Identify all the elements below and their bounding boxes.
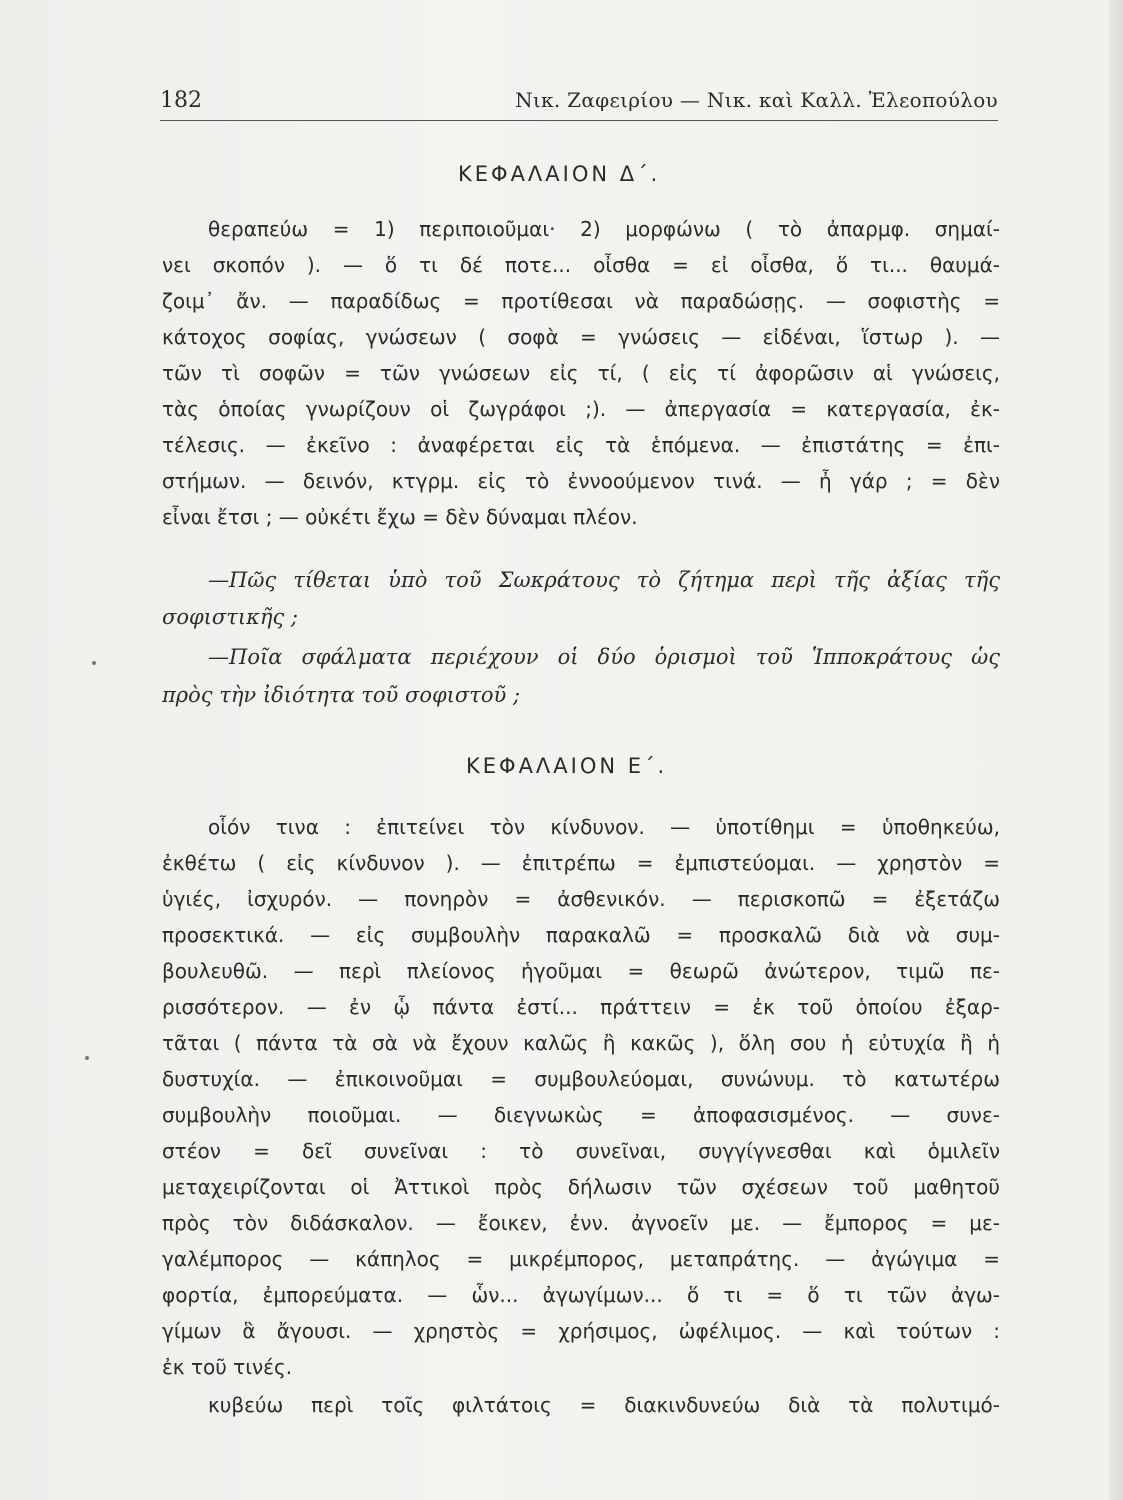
text-line: νει σκοπόν ). — ὅ τι δέ ποτε... οἶσθα = εἰ οἶσθα, ὅ τι... θαυμά- bbox=[162, 253, 1000, 277]
page-number: 182 bbox=[160, 88, 202, 113]
text-line: τῶν τὶ σοφῶν = τῶν γνώσεων εἰς τί, ( εἰς τί ἀφορῶσιν αἱ γνώσεις, bbox=[162, 361, 1000, 385]
page-header bbox=[160, 86, 998, 121]
text-line: οἷόν τινα : ἐπιτείνει τὸν κίνδυνον. — ὑποτίθημι = ὑποθηκεύω, bbox=[208, 815, 1000, 839]
print-speck bbox=[92, 661, 96, 665]
text-line: στήμων. — δεινόν, κτγρμ. εἰς τὸ ἐννοούμενον τινά. — ἦ γάρ ; = δὲν bbox=[162, 469, 1000, 493]
text-line: γίμων ἃ ἄγουσι. — χρηστὸς = χρήσιμος, ὠφέλιμος. — καὶ τούτων : bbox=[162, 1319, 1000, 1343]
running-head: Νικ. Ζαφειρίου — Νικ. καὶ Καλλ. Ἐλεοπούλου bbox=[515, 88, 998, 112]
text-line: βουλευθῶ. — περὶ πλείονος ἡγοῦμαι = θεωρῶ ἀνώτερον, τιμῶ πε- bbox=[162, 959, 1000, 983]
question-line: —Πῶς τίθεται ὑπὸ τοῦ Σωκράτους τὸ ζήτημα περὶ τῆς ἀξίας τῆς bbox=[208, 568, 1000, 592]
text-line: συμβουλὴν ποιοῦμαι. — διεγνωκὼς = ἀποφασισμένος. — συνε- bbox=[162, 1103, 1000, 1127]
text-line: ἐκθέτω ( εἰς κίνδυνον ). — ἐπιτρέπω = ἐμπιστεύομαι. — χρηστὸν = bbox=[162, 851, 1000, 875]
text-line: ζοιμ᾽ ἄν. — παραδίδως = προτίθεσαι νὰ παραδώσῃς. — σοφιστὴς = bbox=[162, 289, 1000, 313]
text-line: στέον = δεῖ συνεῖναι : τὸ συνεῖναι, συγγίγνεσθαι καὶ ὁμιλεῖν bbox=[162, 1139, 1000, 1163]
text-line: τὰς ὁποίας γνωρίζουν οἱ ζωγράφοι ;). — ἀπεργασία = κατεργασία, ἐκ- bbox=[162, 397, 1000, 421]
text-line: ρισσότερον. — ἐν ᾧ πάντα ἐστί... πράττειν = ἐκ τοῦ ὁποίου ἐξαρ- bbox=[162, 995, 1000, 1019]
text-line: πρὸς τὸν διδάσκαλον. — ἔοικεν, ἐνν. ἀγνοεῖν με. — ἔμπορος = με- bbox=[162, 1211, 1000, 1235]
text-line: τᾶται ( πάντα τὰ σὰ νὰ ἔχουν καλῶς ἢ κακῶς ), ὅλη σου ἡ εὐτυχία ἢ ἡ bbox=[162, 1031, 1000, 1055]
question-line: σοφιστικῆς ; bbox=[162, 605, 298, 629]
text-line: δυστυχία. — ἐπικοινοῦμαι = συμβουλεύομαι, συνώνυμ. τὸ κατωτέρω bbox=[162, 1067, 1000, 1091]
text-line: κάτοχος σοφίας, γνώσεων ( σοφὰ = γνώσεις — εἰδέναι, ἵστωρ ). — bbox=[162, 325, 1000, 349]
text-line: ὑγιές, ἰσχυρόν. — πονηρὸν = ἀσθενικόν. — περισκοπῶ = ἐξετάζω bbox=[162, 887, 1000, 911]
text-line: κυβεύω περὶ τοῖς φιλτάτοις = διακινδυνεύω διὰ τὰ πολυτιμό- bbox=[208, 1393, 1000, 1417]
text-line: προσεκτικά. — εἰς συμβουλὴν παρακαλῶ = προσκαλῶ διὰ νὰ συμ- bbox=[162, 923, 1000, 947]
text-line: εἶναι ἔτσι ; — οὐκέτι ἔχω = δὲν δύναμαι πλέον. bbox=[162, 505, 638, 529]
chapter-title-e: ΚΕΦΑΛΑΙΟΝ Ε΄. bbox=[466, 754, 668, 778]
page-edge-shadow bbox=[1109, 0, 1123, 1500]
text-line: μεταχειρίζονται οἱ Ἀττικοὶ πρὸς δήλωσιν τῶν σχέσεων τοῦ μαθητοῦ bbox=[162, 1175, 1000, 1199]
question-line: —Ποῖα σφάλματα περιέχουν οἱ δύο ὁρισμοὶ τοῦ Ἱπποκράτους ὡς bbox=[208, 645, 1000, 669]
text-line: γαλέμπορος — κάπηλος = μικρέμπορος, μεταπράτης. — ἀγώγιμα = bbox=[162, 1247, 1000, 1271]
text-line: φορτία, ἐμπορεύματα. — ὧν... ἀγωγίμων... ὅ τι = ὅ τι τῶν ἀγω- bbox=[162, 1283, 1000, 1307]
print-speck bbox=[85, 1056, 89, 1060]
text-line: θεραπεύω = 1) περιποιοῦμαι· 2) μορφώνω ( τὸ ἀπαρμφ. σημαί- bbox=[208, 217, 1000, 241]
chapter-title-d: ΚΕΦΑΛΑΙΟΝ Δ΄. bbox=[458, 162, 661, 186]
question-line: πρὸς τὴν ἰδιότητα τοῦ σοφιστοῦ ; bbox=[162, 683, 521, 707]
text-line: τέλεσις. — ἐκεῖνο : ἀναφέρεται εἰς τὰ ἑπόμενα. — ἐπιστάτης = ἐπι- bbox=[162, 433, 1000, 457]
text-line: ἐκ τοῦ τινές. bbox=[162, 1355, 293, 1379]
